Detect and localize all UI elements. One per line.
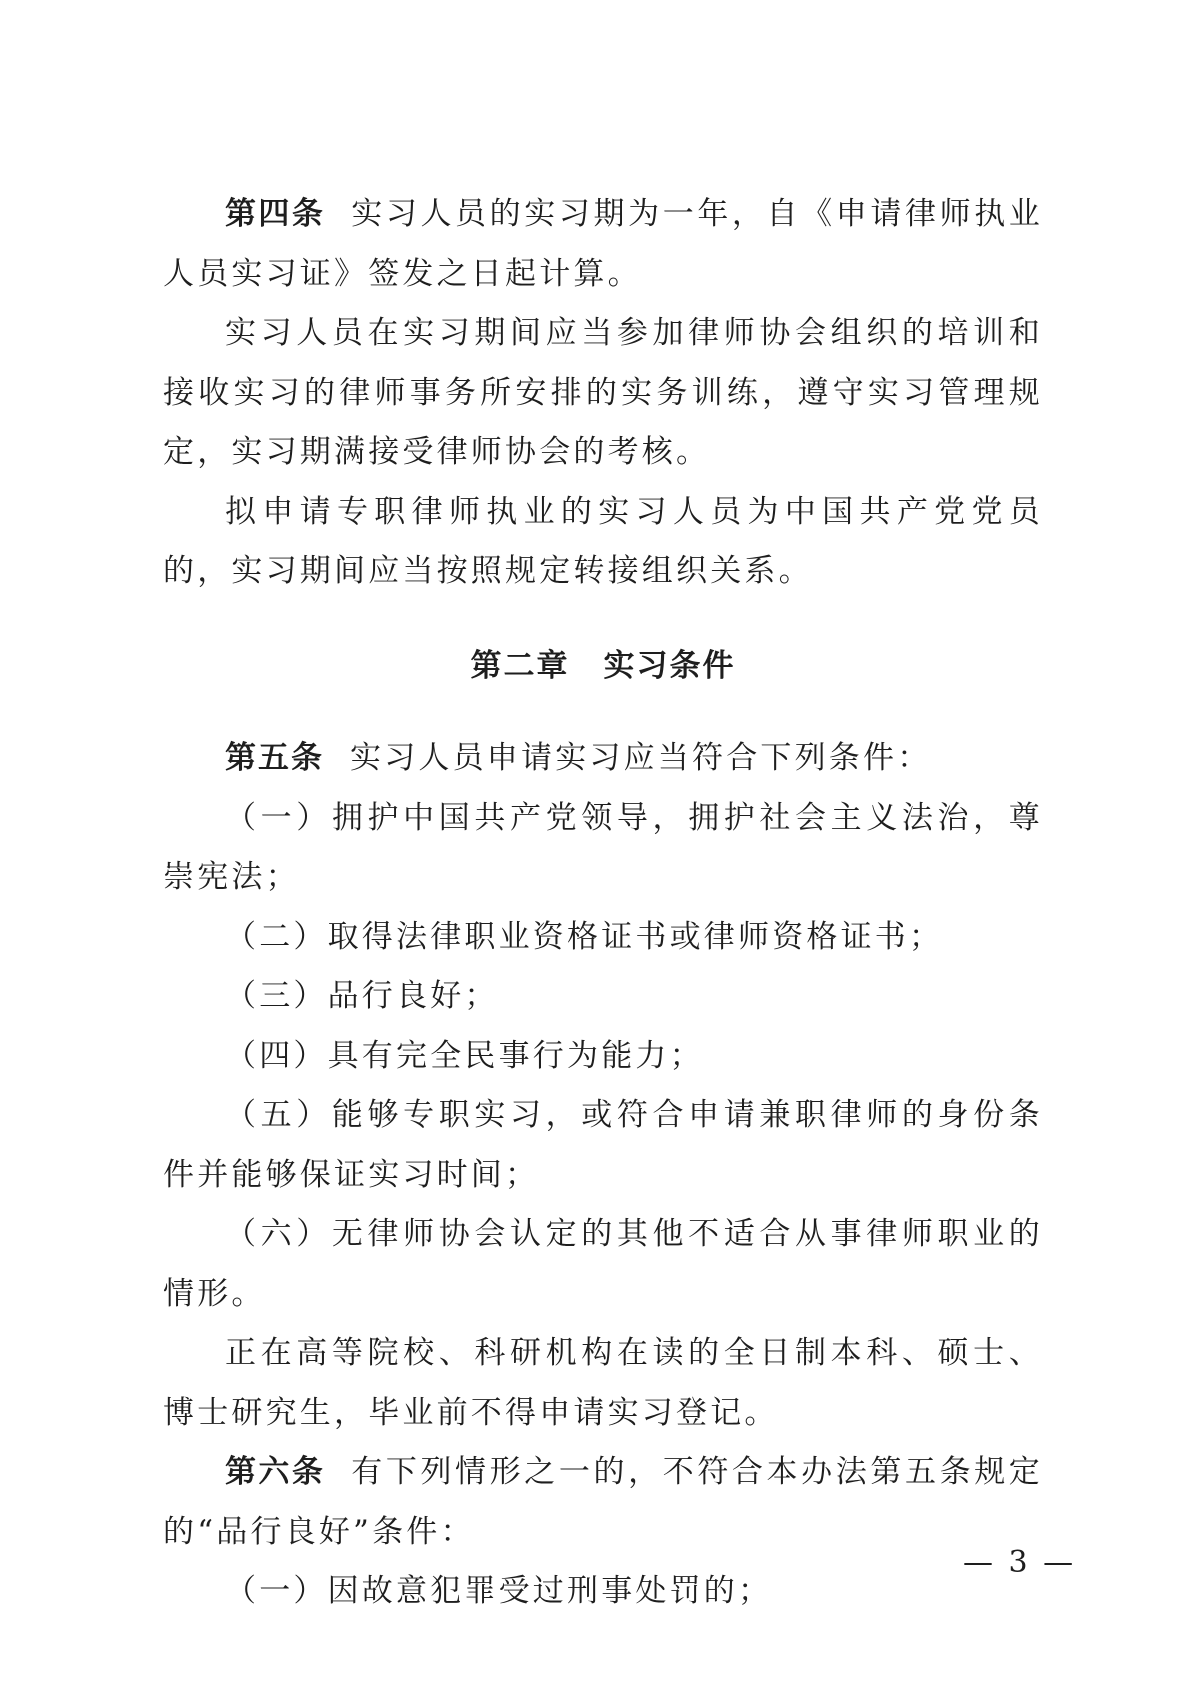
chapter-heading: [163, 637, 1043, 697]
article-4-paragraph-2: 实习人员在实习期间应当参加律师协会组织的培训和接收实习的律师事务所安排的实务训练，遵守实习管理规定，实习期满接受律师协会的考核。: [163, 315, 1043, 470]
page-number: — 3 —: [963, 1545, 1077, 1580]
article-6-item-1: （一）因故意犯罪受过刑事处罚的；: [225, 1573, 773, 1609]
article-5-item-1: （一）拥护中国共产党领导，拥护社会主义法治，尊崇宪法；: [163, 799, 1043, 895]
chapter-title: 实习条件: [603, 647, 736, 684]
article-6-intro: 有下列情形之一的，不符合本办法第五条规定的“品行良好”条件：: [163, 1454, 1044, 1550]
article-4-heading: 第四条: [225, 196, 326, 232]
article-6-heading: 第六条: [225, 1454, 326, 1490]
article-5-item-4: （四）具有完全民事行为能力；: [225, 1037, 704, 1074]
article-6-paragraph: [163, 1443, 1043, 1562]
article-5-paragraph: [163, 729, 1043, 789]
body-text: [163, 185, 1043, 1622]
article-4-paragraph-3: 拟申请专职律师执业的实习人员为中国共产党党员的，实习期间应当按照规定转接组织关系。: [163, 493, 1043, 589]
article-4-text: 实习人员的实习期为一年，自《申请律师执业人员实习证》签发之日起计算。: [163, 196, 1044, 292]
article-4-paragraph: [163, 185, 1043, 304]
article-5-item-5: （五）能够专职实习，或符合申请兼职律师的身份条件并能够保证实习时间；: [163, 1097, 1043, 1193]
article-5-item-3: （三）品行良好；: [225, 978, 499, 1014]
article-5-heading: 第五条: [225, 740, 324, 776]
article-5-item-6: （六）无律师协会认定的其他不适合从事律师职业的情形。: [163, 1216, 1043, 1312]
chapter-number: 第二章: [470, 647, 570, 684]
article-5-intro: 实习人员申请实习应当符合下列条件：: [350, 740, 932, 776]
article-5-item-2: （二）取得法律职业资格证书或律师资格证书；: [225, 918, 944, 955]
article-5-note: 正在高等院校、科研机构在读的全日制本科、硕士、博士研究生，毕业前不得申请实习登记。: [163, 1335, 1043, 1431]
